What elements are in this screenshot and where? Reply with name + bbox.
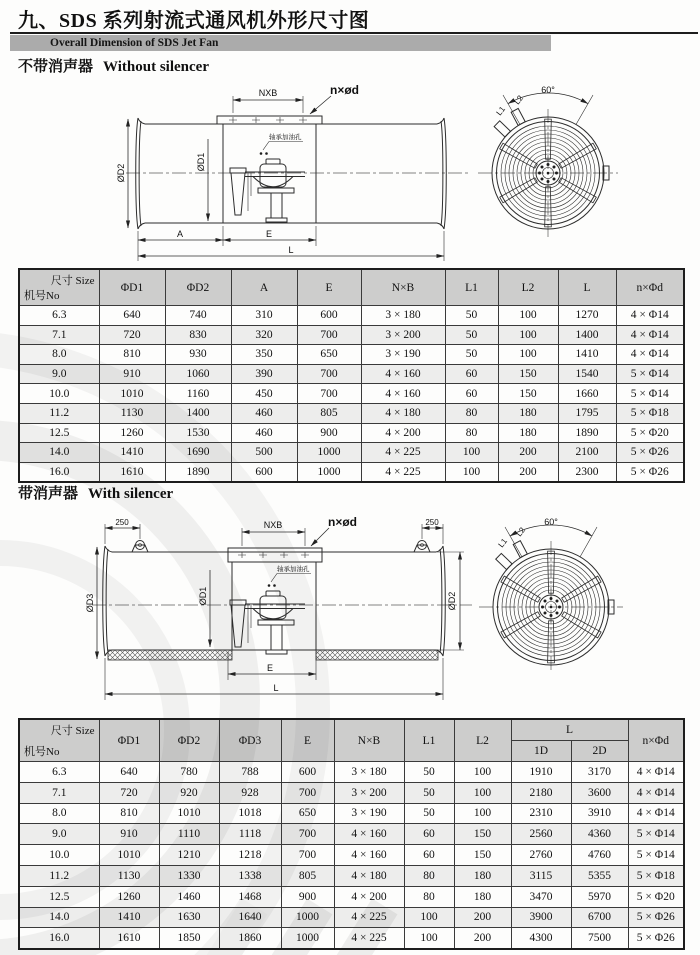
dimension-value: 1010 <box>99 845 159 866</box>
dimension-value: 60 <box>404 824 454 845</box>
fan-size-no: 6.3 <box>19 306 99 326</box>
dimension-value: 920 <box>159 782 219 803</box>
fan-size-no: 7.1 <box>19 782 99 803</box>
dimension-value: 1010 <box>159 803 219 824</box>
col-header: ΦD2 <box>165 269 231 306</box>
bearing-hole-label: 轴承加油孔 <box>277 566 310 573</box>
dim-label-l: L <box>288 245 294 255</box>
table-row <box>19 865 684 886</box>
dimension-value: 80 <box>445 423 498 443</box>
dimension-value: 3 × 180 <box>334 762 404 783</box>
table2-body <box>19 762 684 950</box>
dimension-value: 5 × Φ14 <box>616 364 684 384</box>
fan-size-no: 16.0 <box>19 928 99 949</box>
dimension-value: 810 <box>99 803 159 824</box>
dimension-value: 1850 <box>159 928 219 949</box>
dimension-value: 5355 <box>571 865 628 886</box>
dimension-value: 4 × Φ14 <box>628 762 684 783</box>
fan-size-no: 9.0 <box>19 824 99 845</box>
dimension-value: 4 × 225 <box>334 928 404 949</box>
dimension-value: 4760 <box>571 845 628 866</box>
dim-label-l2: L2 <box>514 525 528 539</box>
dimension-value: 1690 <box>165 443 231 463</box>
corner-no-label: 机号No <box>24 746 60 758</box>
dimension-value: 4 × 160 <box>334 824 404 845</box>
col-header: E <box>297 269 361 306</box>
col-header-1d: 1D <box>511 741 571 762</box>
dimension-value: 830 <box>165 325 231 345</box>
col-header: n×Φd <box>616 269 684 306</box>
dimension-value: 1110 <box>159 824 219 845</box>
dimension-value: 1000 <box>281 907 334 928</box>
fan-size-no: 14.0 <box>19 907 99 928</box>
dimension-value: 1160 <box>165 384 231 404</box>
corner-size-label: 尺寸 Size <box>50 275 95 287</box>
dimension-value: 3 × 190 <box>361 345 445 365</box>
banner-subtitle: Overall Dimension of SDS Jet Fan <box>10 35 551 51</box>
col-header: L2 <box>498 269 558 306</box>
dimension-value: 4 × 160 <box>334 845 404 866</box>
dimension-value: 100 <box>498 306 558 326</box>
dimension-value: 1270 <box>558 306 616 326</box>
fan-size-no: 14.0 <box>19 443 99 463</box>
dim-label-bolt-holes: n×ød <box>330 83 359 97</box>
dim-label-a: A <box>176 229 184 239</box>
dimension-value: 4 × Φ14 <box>616 345 684 365</box>
dimension-value: 740 <box>165 306 231 326</box>
dimension-value: 200 <box>498 443 558 463</box>
dimension-value: 780 <box>159 762 219 783</box>
dimension-value: 1218 <box>219 845 281 866</box>
front-view-without-silencer <box>478 85 618 237</box>
dimension-value: 4 × Φ14 <box>616 325 684 345</box>
dim-label-250-left: 250 <box>115 518 129 527</box>
dimension-value: 4 × 225 <box>361 462 445 482</box>
dim-label-e: E <box>265 229 273 239</box>
dimension-value: 50 <box>445 325 498 345</box>
dimension-value: 150 <box>498 364 558 384</box>
dimension-value: 5 × Φ26 <box>616 462 684 482</box>
side-view-without-silencer <box>116 83 468 261</box>
front-view-with-silencer <box>479 517 623 673</box>
dimension-value: 2180 <box>511 782 571 803</box>
side-view-with-silencer <box>85 515 472 700</box>
dimension-value: 1468 <box>219 886 281 907</box>
dimension-value: 4300 <box>511 928 571 949</box>
fan-size-no: 11.2 <box>19 403 99 423</box>
drawing-with-silencer <box>0 500 700 715</box>
dimension-value: 1330 <box>159 865 219 886</box>
dimension-value: 5 × Φ18 <box>616 403 684 423</box>
dimension-value: 180 <box>454 865 511 886</box>
dimension-value: 2560 <box>511 824 571 845</box>
dimension-value: 1890 <box>558 423 616 443</box>
dimension-value: 1610 <box>99 462 165 482</box>
dimension-value: 1610 <box>99 928 159 949</box>
dimension-value: 200 <box>498 462 558 482</box>
dimension-value: 1460 <box>159 886 219 907</box>
section-heading-cn: 带消声器 <box>18 486 79 502</box>
col-header: L <box>558 269 616 306</box>
dim-label-d1: ØD1 <box>198 586 208 606</box>
table-row <box>19 928 684 949</box>
col-header: L1 <box>445 269 498 306</box>
dimension-value: 930 <box>165 345 231 365</box>
dimension-value: 5 × Φ20 <box>628 886 684 907</box>
dimension-value: 3115 <box>511 865 571 886</box>
corner-no-label: 机号No <box>24 290 60 302</box>
dim-label-l1: L1 <box>494 104 508 118</box>
dimension-value: 1260 <box>99 423 165 443</box>
dimension-value: 3 × 200 <box>334 782 404 803</box>
section-heading-without-silencer <box>18 55 209 76</box>
dimension-value: 810 <box>99 345 165 365</box>
dimension-value: 910 <box>99 364 165 384</box>
dimension-value: 460 <box>231 423 297 443</box>
dimension-value: 1400 <box>558 325 616 345</box>
dimension-value: 3 × 200 <box>361 325 445 345</box>
dimension-value: 50 <box>445 306 498 326</box>
dimension-value: 1860 <box>219 928 281 949</box>
dimension-value: 1795 <box>558 403 616 423</box>
dimension-value: 700 <box>297 325 361 345</box>
dimension-value: 650 <box>281 803 334 824</box>
dimension-value: 910 <box>99 824 159 845</box>
dimension-value: 4 × 160 <box>361 364 445 384</box>
dimension-value: 3470 <box>511 886 571 907</box>
dimension-value: 1130 <box>99 865 159 886</box>
dimension-value: 200 <box>454 928 511 949</box>
dimension-value: 5 × Φ26 <box>616 443 684 463</box>
dimension-value: 1540 <box>558 364 616 384</box>
dim-label-bolt-holes: n×ød <box>328 515 357 529</box>
dimension-value: 2310 <box>511 803 571 824</box>
dim-label-d2: ØD2 <box>447 591 457 611</box>
dimension-value: 1260 <box>99 886 159 907</box>
dimension-value: 1210 <box>159 845 219 866</box>
dimension-value: 1890 <box>165 462 231 482</box>
col-header: L1 <box>404 719 454 762</box>
dimension-value: 180 <box>498 403 558 423</box>
dimension-value: 3170 <box>571 762 628 783</box>
table-row <box>19 762 684 783</box>
dimension-value: 320 <box>231 325 297 345</box>
fan-size-no: 16.0 <box>19 462 99 482</box>
table-row <box>19 443 684 463</box>
table-row <box>19 907 684 928</box>
table-row <box>19 782 684 803</box>
drawing-without-silencer <box>0 76 700 268</box>
dimension-value: 640 <box>99 306 165 326</box>
dimension-value: 4 × Φ14 <box>616 306 684 326</box>
dimension-value: 50 <box>404 803 454 824</box>
dimension-value: 700 <box>281 824 334 845</box>
dim-label-l2: L2 <box>512 93 526 107</box>
table2-header <box>19 719 684 762</box>
dim-label-250-right: 250 <box>425 518 439 527</box>
page-title: 九、SDS 系列射流式通风机外形尺寸图 <box>18 10 370 32</box>
dimension-value: 3910 <box>571 803 628 824</box>
table-row <box>19 345 684 365</box>
section-heading-en: With silencer <box>88 486 174 502</box>
dimension-value: 4 × 225 <box>361 443 445 463</box>
table-row <box>19 886 684 907</box>
dimension-value: 100 <box>454 803 511 824</box>
dimension-value: 310 <box>231 306 297 326</box>
col-header-l-group: L <box>511 719 628 741</box>
dimension-value: 4360 <box>571 824 628 845</box>
dimension-value: 1000 <box>281 928 334 949</box>
dimension-value: 1118 <box>219 824 281 845</box>
section-heading-en: Without silencer <box>103 59 209 75</box>
col-header: ΦD3 <box>219 719 281 762</box>
dim-label-l: L <box>273 683 279 693</box>
dimension-value: 5 × Φ18 <box>628 865 684 886</box>
dimension-value: 1130 <box>99 403 165 423</box>
dimension-value: 100 <box>445 462 498 482</box>
dimension-value: 5 × Φ26 <box>628 907 684 928</box>
dimension-value: 4 × Φ14 <box>628 782 684 803</box>
dimension-value: 650 <box>297 345 361 365</box>
fan-size-no: 6.3 <box>19 762 99 783</box>
dim-label-d1: ØD1 <box>196 152 206 172</box>
dimension-value: 100 <box>454 782 511 803</box>
dimension-value: 5 × Φ14 <box>628 824 684 845</box>
dimension-value: 500 <box>231 443 297 463</box>
dimension-value: 180 <box>454 886 511 907</box>
col-header: ΦD1 <box>99 269 165 306</box>
dimension-value: 7500 <box>571 928 628 949</box>
dim-label-nxb: NXB <box>263 520 283 530</box>
dimension-value: 1400 <box>165 403 231 423</box>
dimension-value: 928 <box>219 782 281 803</box>
dimension-value: 3900 <box>511 907 571 928</box>
dimension-value: 720 <box>99 325 165 345</box>
col-header: A <box>231 269 297 306</box>
dimension-value: 100 <box>445 443 498 463</box>
dimension-value: 150 <box>454 824 511 845</box>
fan-size-no: 10.0 <box>19 384 99 404</box>
dimension-value: 5 × Φ20 <box>616 423 684 443</box>
dimension-value: 788 <box>219 762 281 783</box>
dimension-value: 50 <box>404 762 454 783</box>
dimension-value: 2760 <box>511 845 571 866</box>
dimension-value: 5 × Φ14 <box>628 845 684 866</box>
dimension-value: 350 <box>231 345 297 365</box>
table1-body <box>19 306 684 483</box>
dimension-value: 3600 <box>571 782 628 803</box>
col-header: n×Φd <box>628 719 684 762</box>
dimension-value: 1018 <box>219 803 281 824</box>
dimension-value: 180 <box>498 423 558 443</box>
table-row <box>19 423 684 443</box>
dimension-value: 4 × 200 <box>361 423 445 443</box>
dimension-value: 150 <box>498 384 558 404</box>
dimension-value: 4 × 200 <box>334 886 404 907</box>
dimension-value: 1910 <box>511 762 571 783</box>
dimension-value: 600 <box>281 762 334 783</box>
dimension-value: 1338 <box>219 865 281 886</box>
dim-label-d2: ØD2 <box>116 163 126 183</box>
dimension-value: 460 <box>231 403 297 423</box>
dimension-value: 1010 <box>99 384 165 404</box>
dimension-value: 2100 <box>558 443 616 463</box>
dimension-value: 80 <box>445 403 498 423</box>
dimension-value: 60 <box>445 384 498 404</box>
dimension-value: 150 <box>454 845 511 866</box>
table-row <box>19 824 684 845</box>
dimension-value: 60 <box>404 845 454 866</box>
dimension-value: 900 <box>297 423 361 443</box>
dimension-value: 600 <box>231 462 297 482</box>
fan-size-no: 8.0 <box>19 345 99 365</box>
angle-label: 60° <box>541 85 555 95</box>
dimension-value: 200 <box>454 907 511 928</box>
table-row <box>19 462 684 482</box>
dimension-value: 700 <box>297 384 361 404</box>
dimension-value: 100 <box>404 928 454 949</box>
dimension-value: 450 <box>231 384 297 404</box>
table-row <box>19 364 684 384</box>
fan-size-no: 8.0 <box>19 803 99 824</box>
dimension-value: 1000 <box>297 462 361 482</box>
dimension-value: 1000 <box>297 443 361 463</box>
dimension-value: 4 × 180 <box>334 865 404 886</box>
fan-size-no: 9.0 <box>19 364 99 384</box>
dimension-table-with-silencer <box>18 718 685 950</box>
dim-label-l1: L1 <box>496 536 510 550</box>
dimension-value: 1630 <box>159 907 219 928</box>
table-row <box>19 803 684 824</box>
col-header: E <box>281 719 334 762</box>
dimension-value: 700 <box>281 782 334 803</box>
col-header-2d: 2D <box>571 741 628 762</box>
dimension-value: 100 <box>498 325 558 345</box>
dimension-value: 1410 <box>558 345 616 365</box>
fan-size-no: 11.2 <box>19 865 99 886</box>
dimension-value: 1530 <box>165 423 231 443</box>
section-heading-cn: 不带消声器 <box>18 59 94 75</box>
dimension-value: 4 × 225 <box>334 907 404 928</box>
dimension-value: 4 × 180 <box>361 403 445 423</box>
dimension-value: 805 <box>297 403 361 423</box>
dimension-value: 100 <box>404 907 454 928</box>
dimension-value: 4 × Φ14 <box>628 803 684 824</box>
table-row <box>19 306 684 326</box>
fan-size-no: 12.5 <box>19 423 99 443</box>
col-header: ΦD2 <box>159 719 219 762</box>
table-row <box>19 325 684 345</box>
angle-label: 60° <box>544 517 558 527</box>
dimension-value: 805 <box>281 865 334 886</box>
bearing-hole-label: 轴承加油孔 <box>269 134 302 141</box>
dimension-value: 100 <box>454 762 511 783</box>
dimension-value: 700 <box>281 845 334 866</box>
corner-cell <box>19 269 99 306</box>
col-header: N×B <box>361 269 445 306</box>
col-header: L2 <box>454 719 511 762</box>
dimension-value: 5 × Φ14 <box>616 384 684 404</box>
fan-size-no: 10.0 <box>19 845 99 866</box>
dimension-value: 3 × 180 <box>361 306 445 326</box>
dimension-value: 1060 <box>165 364 231 384</box>
dimension-value: 100 <box>498 345 558 365</box>
dimension-value: 4 × 160 <box>361 384 445 404</box>
dimension-value: 1640 <box>219 907 281 928</box>
dimension-value: 390 <box>231 364 297 384</box>
dimension-value: 720 <box>99 782 159 803</box>
table-row <box>19 845 684 866</box>
title-rule <box>10 32 698 34</box>
col-header: ΦD1 <box>99 719 159 762</box>
dimension-value: 6700 <box>571 907 628 928</box>
dimension-value: 80 <box>404 886 454 907</box>
fan-size-no: 7.1 <box>19 325 99 345</box>
table-row <box>19 403 684 423</box>
dimension-value: 700 <box>297 364 361 384</box>
dimension-value: 2300 <box>558 462 616 482</box>
dimension-value: 5 × Φ26 <box>628 928 684 949</box>
table-row <box>19 384 684 404</box>
dimension-value: 1660 <box>558 384 616 404</box>
dimension-table-without-silencer <box>18 268 685 483</box>
table1-header <box>19 269 684 306</box>
col-header: N×B <box>334 719 404 762</box>
dimension-value: 60 <box>445 364 498 384</box>
dimension-value: 50 <box>404 782 454 803</box>
dimension-value: 80 <box>404 865 454 886</box>
dimension-value: 50 <box>445 345 498 365</box>
dimension-value: 1410 <box>99 443 165 463</box>
fan-size-no: 12.5 <box>19 886 99 907</box>
corner-cell <box>19 719 99 762</box>
dim-label-nxb: NXB <box>258 88 278 98</box>
dim-label-e: E <box>266 663 274 673</box>
motor-assembly <box>230 159 305 222</box>
corner-size-label: 尺寸 Size <box>50 725 95 737</box>
dimension-value: 900 <box>281 886 334 907</box>
dimension-value: 3 × 190 <box>334 803 404 824</box>
dimension-value: 640 <box>99 762 159 783</box>
dimension-value: 600 <box>297 306 361 326</box>
dim-label-d3: ØD3 <box>85 593 95 613</box>
dimension-value: 5970 <box>571 886 628 907</box>
dimension-value: 1410 <box>99 907 159 928</box>
